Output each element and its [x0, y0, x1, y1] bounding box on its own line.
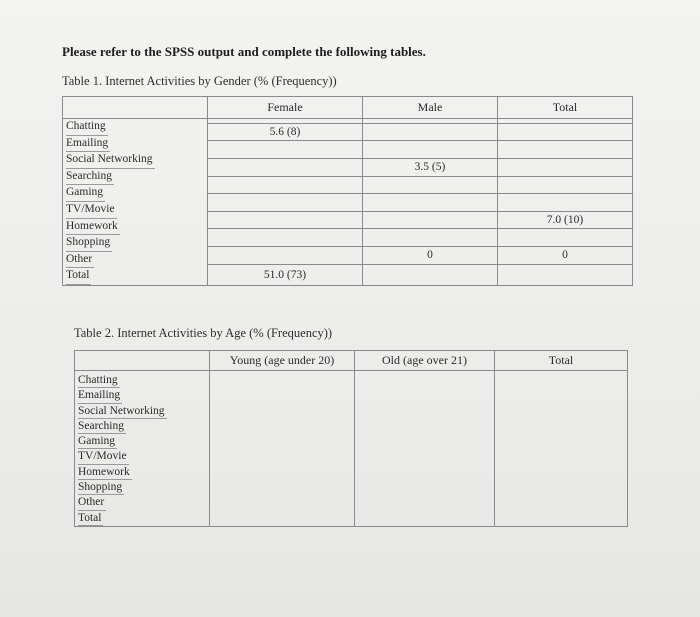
row-label: Emailing [78, 388, 122, 403]
table-cell [210, 371, 355, 527]
row-label: Emailing [66, 136, 110, 153]
table-cell [208, 176, 363, 194]
row-label: Searching [66, 169, 114, 186]
row-label: Gaming [78, 434, 117, 449]
row-label: Chatting [78, 373, 120, 388]
row-label: Total [66, 268, 91, 285]
table2-age [74, 350, 628, 527]
row-label: Homework [66, 219, 120, 236]
table-cell [208, 229, 363, 247]
row-label: Homework [78, 465, 132, 480]
table2-caption: Table 2. Internet Activities by Age (% (Frequency)) [74, 326, 333, 340]
table-cell [498, 123, 633, 141]
row-label: Shopping [66, 235, 112, 252]
table1-header-male: Male [363, 97, 498, 119]
row-label: Chatting [66, 119, 108, 136]
table-cell [363, 194, 498, 212]
table-cell [363, 141, 498, 159]
row-label: Other [78, 495, 106, 510]
cell-emailing-female: 5.6 (8) [208, 123, 363, 141]
row-label: Social Networking [66, 152, 155, 169]
cell-searching-male: 3.5 (5) [363, 158, 498, 176]
table1-gender [62, 96, 633, 286]
table-cell [498, 141, 633, 159]
table-cell [498, 229, 633, 247]
row-label: TV/Movie [78, 449, 129, 464]
cell-total-female: 51.0 (73) [208, 264, 363, 285]
table-cell [208, 194, 363, 212]
table2-header-old: Old (age over 21) [355, 351, 495, 371]
page-heading: Please refer to the SPSS output and complete the following tables. [62, 44, 426, 59]
table-cell [498, 176, 633, 194]
table-cell [363, 176, 498, 194]
row-label: Shopping [78, 480, 124, 495]
table1-caption: Table 1. Internet Activities by Gender (% (Frequency)) [62, 74, 337, 88]
table-cell [498, 158, 633, 176]
table1-corner-cell [63, 97, 208, 119]
table2-header-total: Total [495, 351, 628, 371]
table-cell [363, 211, 498, 229]
table-cell [363, 123, 498, 141]
cell-other-total: 0 [498, 247, 633, 265]
table-cell [355, 371, 495, 527]
table2-header-young: Young (age under 20) [210, 351, 355, 371]
table1-header-female: Female [208, 97, 363, 119]
table-cell [495, 371, 628, 527]
cell-other-male: 0 [363, 247, 498, 265]
table-cell [208, 247, 363, 265]
table-cell [208, 211, 363, 229]
row-label: Other [66, 252, 94, 269]
table-cell [498, 194, 633, 212]
table2-corner-cell [75, 351, 210, 371]
table-cell [208, 141, 363, 159]
row-label: Searching [78, 419, 126, 434]
table-cell [363, 229, 498, 247]
row-label: Gaming [66, 185, 105, 202]
cell-homework-total: 7.0 (10) [498, 211, 633, 229]
row-label: Total [78, 511, 103, 526]
row-label: Social Networking [78, 404, 167, 419]
table1-header-total: Total [498, 97, 633, 119]
table1-row-labels [63, 119, 208, 286]
table-cell [363, 264, 498, 285]
table-cell [498, 264, 633, 285]
row-label: TV/Movie [66, 202, 117, 219]
table2-row-labels [75, 371, 210, 527]
table-cell [208, 158, 363, 176]
